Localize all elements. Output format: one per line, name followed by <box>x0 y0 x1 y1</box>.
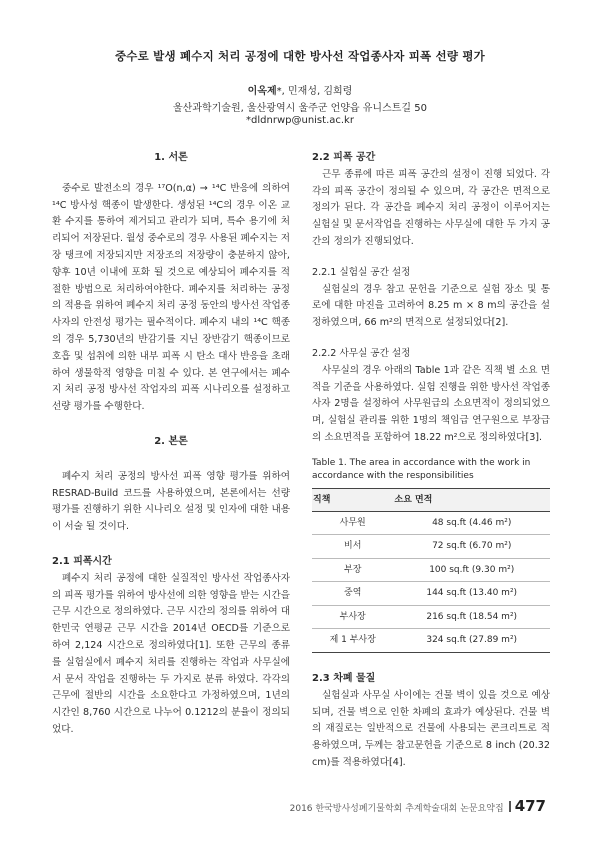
right-column <box>312 150 550 772</box>
corresponding-mark: * <box>276 86 282 97</box>
table-row <box>312 511 550 535</box>
table-cell: 48 sq.ft (4.46 m²) <box>393 511 550 535</box>
footer-proceedings: 2016 한국방사성폐기물학회 추계학술대회 논문요약집 <box>289 804 504 814</box>
section-2-2-paragraph: 근무 종류에 따른 피폭 공간의 설정이 진행 되었다. 각각의 피폭 공간이 정의될 수 있으며, 각 공간은 면적으로 정의가 된다. 각 공간을 폐수지 처리 공정이 이루어지는 실험실 및 문서작업을 진행하는 사무실에 대한 두 가지 공간의 정의가 진행되었다. <box>312 168 550 247</box>
table-cell: 216 sq.ft (18.54 m²) <box>393 605 550 629</box>
table-cell: 부사장 <box>312 605 393 629</box>
page-number: 477 <box>514 797 546 815</box>
section-2-2-2-paragraph: 사무실의 경우 아래의 Table 1과 같은 직책 별 소요 면적을 기준을 사용하였다. 실험 진행을 위한 방사선 작업종사자 2명을 설정하여 사무원급의 소요면적이 정의되었으며, 실험실 관리를 위한 1명의 책임급 연구원으로 부장급의 소요면적을 포함하여 18.22 m²으로 정의하였다[3]. <box>312 364 550 443</box>
table-cell: 부장 <box>312 558 393 582</box>
intro-heading: 1. 서론 <box>154 152 188 163</box>
table-row <box>312 605 550 629</box>
table-header-position: 직책 <box>312 488 393 511</box>
footer-divider <box>509 801 511 812</box>
table-header-area: 소요 면적 <box>393 488 550 511</box>
co-authors: , 민재성, 김희령 <box>281 86 353 97</box>
affiliation: 울산과학기술원, 울산광역시 울주군 언양읍 유니스트길 50 <box>173 103 427 114</box>
table-cell: 72 sq.ft (6.70 m²) <box>393 535 550 559</box>
lead-author: 이옥제 <box>247 86 277 97</box>
section-2-2-2-heading: 2.2.2 사무실 공간 설정 <box>312 347 411 359</box>
table-row <box>312 558 550 582</box>
table-cell: 비서 <box>312 535 393 559</box>
table-cell: 사무원 <box>312 511 393 535</box>
table-cell: 144 sq.ft (13.40 m²) <box>393 582 550 606</box>
section-2-2-heading: 2.2 피폭 공간 <box>312 152 376 163</box>
table-caption: Table 1. The area in accordance with the work in accordance with the responsibilities <box>312 457 531 482</box>
table-row <box>312 629 550 653</box>
table-cell: 제 1 부사장 <box>312 629 393 653</box>
left-column <box>52 150 290 739</box>
section-2-3-heading: 2.3 차폐 물질 <box>312 672 376 684</box>
intro-paragraph: 중수로 발전소의 경우 ¹⁷O(n,α) → ¹⁴C 반응에 의하여 ¹⁴C 방사성 핵종이 발생한다. 생성된 ¹⁴C의 경우 이온 교환 수지를 통하여 제거되고 관리가 되며, 특수 용기에 처리되어 저장된다. 월성 중수로의 경우 사용된 폐수지는 저장 탱크에 저장되지만 저장조의 저장량이 충분하지 않아, 향후 10년 이내에 포화 될 것으로 예상되어 폐수지를 적절한 방법으로 처리하여야한다. 폐수지를 처리하는 공정의 적용을 위하여 폐수지 처리 공정 동안의 방사선 작업종사자의 안전성 평가는 필수적이다. 폐수지 내의 ¹⁴C 핵종의 경우 5,730년의 반감기를 지닌 장반감기 핵종이므로 호흡 및 섭취에 의한 내부 피폭 시 탄소 대사 반응을 초래하여 생물학적 영향을 미칠 수 있다. 본 연구에서는 폐수지 처리 공정 방사선 작업자의 피폭 시나리오를 설정하고 선량 평가를 수행한다. <box>52 182 290 413</box>
body-heading: 2. 본론 <box>154 435 188 447</box>
section-2-2-1-paragraph: 실험실의 경우 참고 문헌을 기준으로 실험 장소 및 통로에 대한 마진을 고려하여 8.25 m × 8 m의 공간을 설정하였으며, 66 m²의 면적으로 설정되었다[2]. <box>312 283 550 329</box>
email: *dldnrwp@unist.ac.kr <box>246 115 354 126</box>
table-cell: 324 sq.ft (27.89 m²) <box>393 629 550 653</box>
table-cell: 중역 <box>312 582 393 606</box>
author-line <box>0 82 600 97</box>
page-footer <box>290 797 546 815</box>
body-paragraph: 폐수지 처리 공정의 방사선 피폭 영향 평가를 위하여 RESRAD-Build 코드를 사용하였으며, 본론에서는 선량 평가를 진행하기 위한 시나리오 설정 및 인자에 대한 내용이 서술 될 것이다. <box>52 470 290 533</box>
table-row <box>312 582 550 606</box>
paper-title: 중수로 발생 폐수지 처리 공정에 대한 방사선 작업종사자 피폭 선량 평가 <box>115 49 485 63</box>
section-2-1-heading: 2.1 피폭시간 <box>52 555 112 567</box>
section-2-2-1-heading: 2.2.1 실험실 공간 설정 <box>312 266 411 278</box>
section-2-1-paragraph: 폐수지 처리 공정에 대한 실질적인 방사선 작업종사자의 피폭 평가를 위하여 방사선에 의한 영향을 받는 시간을 근무 시간으로 정의하였다. 근무 시간의 정의를 위하여 대한민국 연평균 근무 시간을 2014년 OECD를 기준으로 하여 2,124 시간으로 정의하였다[1]. 또한 근무의 종류를 실험실에서 폐수지 처리를 진행하는 작업과 사무실에서 문서 작업을 진행하는 두 가지로 분류 하였다. 각각의 근무에 절반의 시간을 소요한다고 가정하였으며, 1년의 시간인 8,760 시간으로 나누어 0.1212의 분율이 정의되었다. <box>52 572 290 735</box>
table-row <box>312 535 550 559</box>
section-2-3-paragraph: 실험실과 사무실 사이에는 건물 벽이 있을 것으로 예상되며, 건물 벽으로 인한 차폐의 효과가 예상된다. 건물 벽의 재질로는 일반적으로 건물에 사용되는 콘크리트로 적용하였으며, 두께는 참고문헌을 기준으로 8 inch (20.32 cm)를 적용하였다[4]. <box>312 689 550 768</box>
table-cell: 100 sq.ft (9.30 m²) <box>393 558 550 582</box>
area-table <box>312 488 550 653</box>
